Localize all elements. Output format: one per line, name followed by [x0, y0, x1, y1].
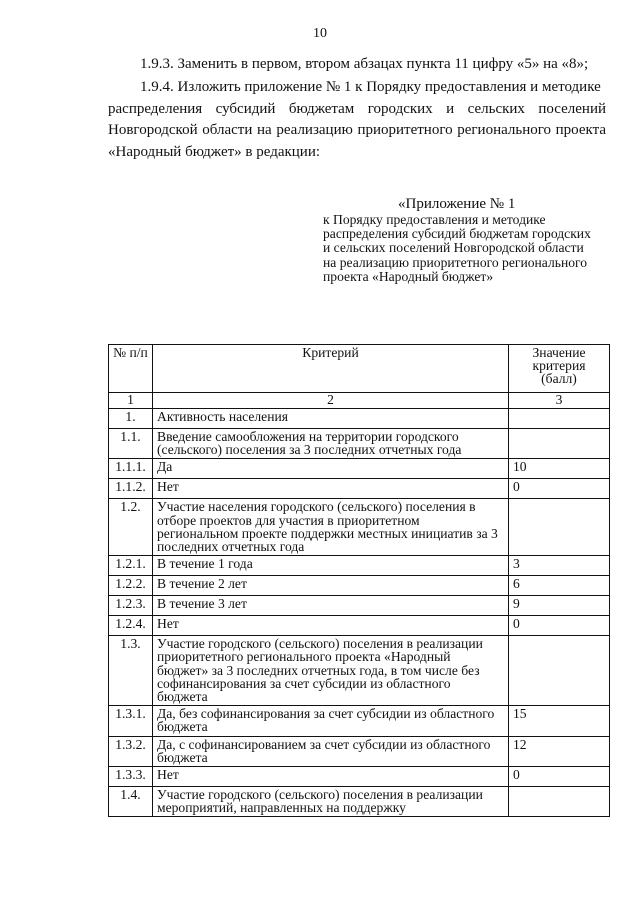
row-number: 1.2.1. [109, 556, 153, 576]
row-value: 10 [509, 459, 610, 479]
row-number: 1.1. [109, 429, 153, 459]
row-criterion: Да [153, 459, 509, 479]
row-number: 1.2.2. [109, 576, 153, 596]
row-number: 1.2.4. [109, 616, 153, 636]
header-number: № п/п [109, 345, 153, 393]
table-row [109, 616, 610, 636]
row-value [509, 636, 610, 706]
table-row [109, 556, 610, 576]
row-criterion: В течение 1 года [153, 556, 509, 576]
row-criterion: В течение 3 лет [153, 596, 509, 616]
row-criterion: Введение самообложения на территории городского (сельского) поселения за 3 последних отчетных года [153, 429, 509, 459]
row-value: 3 [509, 556, 610, 576]
row-value [509, 787, 610, 817]
table-row [109, 706, 610, 736]
header-criterion: Критерий [153, 345, 509, 393]
paragraph-1-9-4-first-line: 1.9.4. Изложить приложение № 1 к Порядку предоставления и методике [140, 79, 601, 95]
row-criterion: В течение 2 лет [153, 576, 509, 596]
row-criterion: Нет [153, 616, 509, 636]
row-number: 1.1.1. [109, 459, 153, 479]
paragraph-1-9-4 [108, 77, 606, 163]
paragraph-1-9-4-rest: распределения субсидий бюджетам городских и сельских поселений Новгородской области на реализацию приоритетного регионального проекта «Народный бюджет» в редакции: [108, 100, 606, 160]
row-value: 0 [509, 616, 610, 636]
row-number: 1.4. [109, 787, 153, 817]
row-criterion: Да, с софинансированием за счет субсидии из областного бюджета [153, 736, 509, 766]
table-header-row [109, 345, 610, 393]
row-value [509, 429, 610, 459]
row-value: 6 [509, 576, 610, 596]
row-criterion: Да, без софинансирования за счет субсидии из областного бюджета [153, 706, 509, 736]
row-value [509, 499, 610, 556]
row-criterion: Нет [153, 767, 509, 787]
row-number: 1.3.1. [109, 706, 153, 736]
appendix-title: «Приложение № 1 [398, 196, 516, 212]
column-number-3: 3 [509, 393, 610, 409]
table-row [109, 459, 610, 479]
header-value: Значение критерия (балл) [509, 345, 610, 393]
row-value: 12 [509, 736, 610, 766]
table-row [109, 636, 610, 706]
appendix-subtitle: к Порядку предоставления и методике распределения субсидий бюджетам городских и сельских поселений Новгородской области на реализацию приоритетного регионального проекта «Народный бюджет» [323, 212, 591, 284]
table-row [109, 736, 610, 766]
row-value: 0 [509, 767, 610, 787]
table-row [109, 576, 610, 596]
criteria-table [108, 344, 610, 817]
row-number: 1.3.3. [109, 767, 153, 787]
row-value: 0 [509, 479, 610, 499]
row-criterion: Активность населения [153, 409, 509, 429]
row-criterion: Участие городского (сельского) поселения в реализации приоритетного регионального проекта «Народный бюджет» за 3 последних отчетных года, в том числе без софинансирования за счет субсидии из областного бюджета [153, 636, 509, 706]
table-row [109, 767, 610, 787]
table-row [109, 787, 610, 817]
page-number: 10 [313, 26, 327, 41]
table-row [109, 479, 610, 499]
row-number: 1. [109, 409, 153, 429]
row-criterion: Нет [153, 479, 509, 499]
row-criterion: Участие городского (сельского) поселения в реализации мероприятий, направленных на поддержку [153, 787, 509, 817]
column-number-2: 2 [153, 393, 509, 409]
row-number: 1.3. [109, 636, 153, 706]
table-row [109, 499, 610, 556]
table-row [109, 429, 610, 459]
column-number-1: 1 [109, 393, 153, 409]
paragraph-1-9-3: 1.9.3. Заменить в первом, втором абзацах пункта 11 цифру «5» на «8»; [140, 56, 589, 72]
row-number: 1.3.2. [109, 736, 153, 766]
row-value [509, 409, 610, 429]
table-column-numbers-row [109, 393, 610, 409]
row-value: 15 [509, 706, 610, 736]
row-number: 1.1.2. [109, 479, 153, 499]
row-number: 1.2.3. [109, 596, 153, 616]
row-number: 1.2. [109, 499, 153, 556]
row-value: 9 [509, 596, 610, 616]
table-row [109, 596, 610, 616]
table-row [109, 409, 610, 429]
row-criterion: Участие населения городского (сельского) поселения в отборе проектов для участия в приоритетном региональном проекте поддержки местных инициатив за 3 последних отчетных года [153, 499, 509, 556]
